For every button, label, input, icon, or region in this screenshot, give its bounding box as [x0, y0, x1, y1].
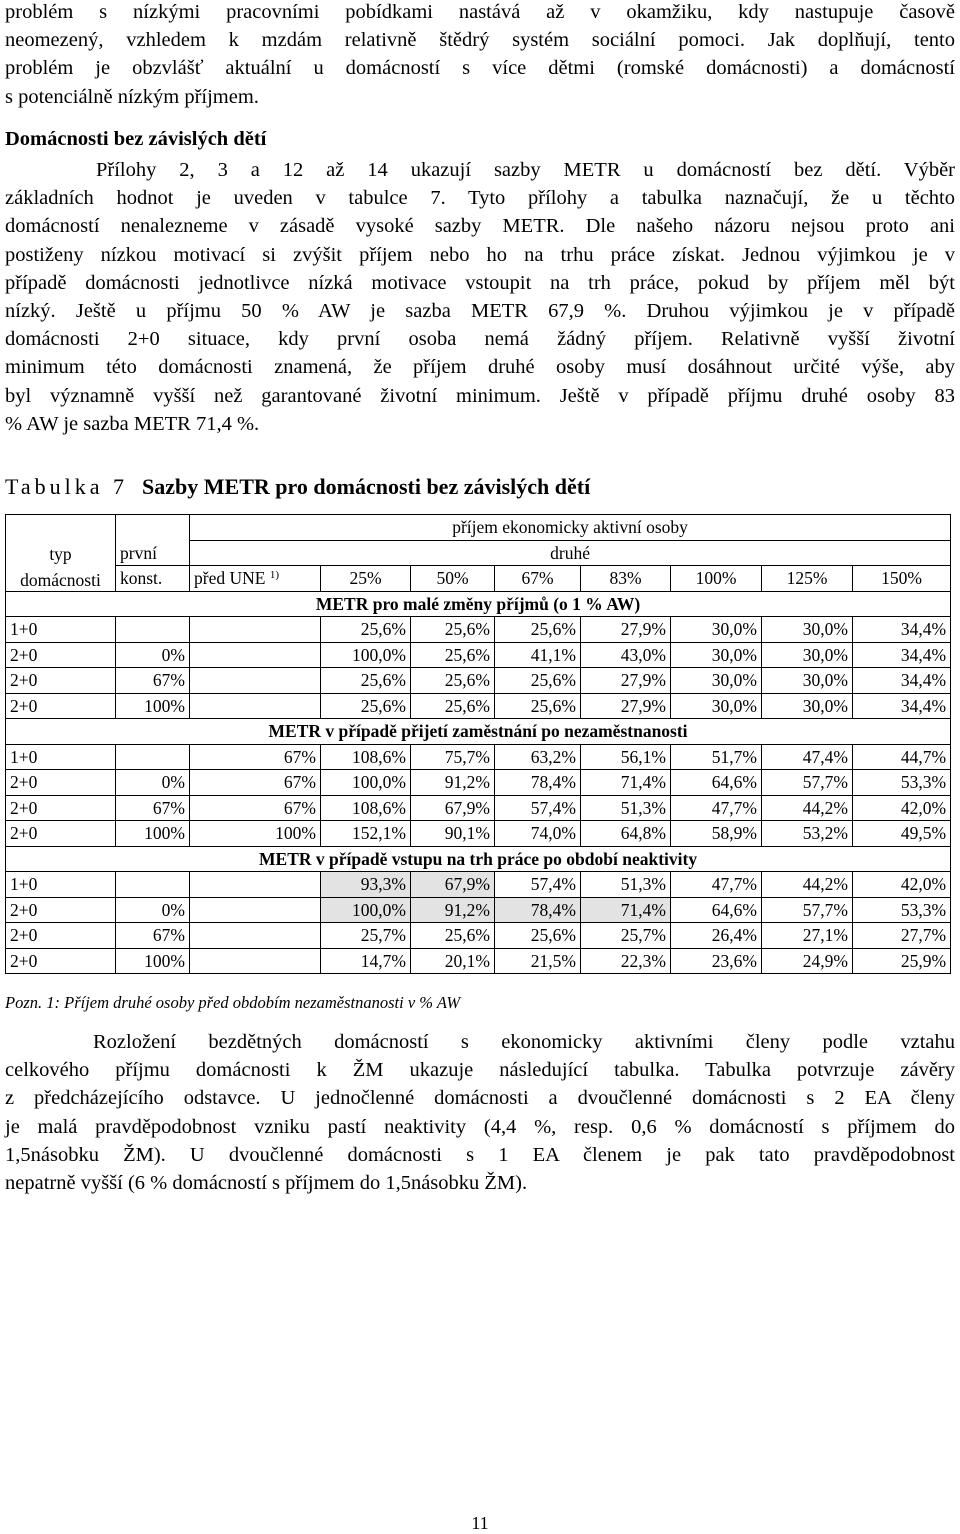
cell-value: 41,1% [495, 642, 581, 668]
table-caption [5, 474, 590, 500]
cell-value: 25,7% [321, 923, 411, 949]
cell-value: 30,0% [671, 642, 762, 668]
header-percent-col: 100% [671, 566, 762, 592]
cell-value: 53,2% [762, 821, 853, 847]
text-line: byl významně vyšší než garantované životní minimum. Ještě v případě příjmu druhé osoby 83 [5, 384, 955, 407]
blank-cell [116, 515, 190, 541]
cell-typ: 2+0 [6, 795, 116, 821]
table-note: Pozn. 1: Příjem druhé osoby před obdobím nezaměstnanosti v % AW [5, 993, 461, 1012]
text-line: případě domácnosti jednotlivce nízká motivace vstoupit na trh práce, pokud by příjem měl být [5, 271, 955, 294]
cell-pre-une [190, 948, 321, 974]
cell-value: 24,9% [762, 948, 853, 974]
text-line: celkového příjmu domácnosti k ŽM ukazuje následující tabulka. Tabulka potvrzuje závěry [5, 1059, 955, 1082]
cell-value: 78,4% [495, 770, 581, 796]
table-row [6, 923, 951, 949]
cell-value: 22,3% [581, 948, 671, 974]
cell-pre-une [190, 923, 321, 949]
cell-value: 25,6% [411, 668, 495, 694]
body-paragraph-2 [5, 1028, 955, 1197]
cell-value: 100,0% [321, 642, 411, 668]
cell-value: 44,2% [762, 795, 853, 821]
cell-value: 64,8% [581, 821, 671, 847]
cell-value: 25,6% [321, 693, 411, 719]
cell-value: 63,2% [495, 744, 581, 770]
cell-value: 25,6% [321, 617, 411, 643]
header-percent-col: 125% [762, 566, 853, 592]
cell-value: 20,1% [411, 948, 495, 974]
cell-value: 42,0% [853, 795, 951, 821]
cell-value: 47,7% [671, 872, 762, 898]
cell-pre-une [190, 617, 321, 643]
text-line: neomezený, vzhledem k mzdám relativně štědrý systém sociální pomoci. Jak doplňují, tento [5, 29, 955, 52]
cell-value: 27,1% [762, 923, 853, 949]
intro-paragraph [5, 0, 955, 111]
cell-value: 51,3% [581, 872, 671, 898]
cell-value: 43,0% [581, 642, 671, 668]
cell-first-income: 67% [116, 668, 190, 694]
cell-value: 90,1% [411, 821, 495, 847]
header-domacnosti: domácnosti [20, 569, 101, 590]
cell-value: 42,0% [853, 872, 951, 898]
cell-value: 25,6% [411, 923, 495, 949]
cell-value: 44,7% [853, 744, 951, 770]
cell-value: 23,6% [671, 948, 762, 974]
cell-value: 25,6% [411, 693, 495, 719]
cell-value: 64,6% [671, 897, 762, 923]
cell-first-income: 100% [116, 948, 190, 974]
cell-value: 30,0% [762, 642, 853, 668]
cell-value: 67,9% [411, 795, 495, 821]
cell-pre-une: 67% [190, 744, 321, 770]
cell-first-income: 0% [116, 897, 190, 923]
cell-value: 30,0% [671, 617, 762, 643]
cell-value: 30,0% [762, 693, 853, 719]
text-line: základních hodnot je uveden v tabulce 7. Tyto přílohy a tabulka naznačují, že u těchto [5, 187, 955, 210]
cell-value: 91,2% [411, 770, 495, 796]
text-line: nepatrně vyšší (6 % domácností s příjmem do 1,5násobku ŽM). [5, 1172, 528, 1195]
header-income-group: příjem ekonomicky aktivní osoby [190, 515, 951, 541]
header-typ: typ [49, 543, 72, 564]
cell-value: 108,6% [321, 795, 411, 821]
cell-value: 64,6% [671, 770, 762, 796]
cell-value: 21,5% [495, 948, 581, 974]
cell-value: 30,0% [762, 668, 853, 694]
table-row [6, 668, 951, 694]
cell-value: 14,7% [321, 948, 411, 974]
cell-value: 25,6% [321, 668, 411, 694]
cell-value: 57,4% [495, 795, 581, 821]
header-percent-col: 150% [853, 566, 951, 592]
cell-value: 25,6% [411, 617, 495, 643]
cell-typ: 2+0 [6, 642, 116, 668]
cell-value: 56,1% [581, 744, 671, 770]
section-title: METR v případě přijetí zaměstnání po nezaměstnanosti [6, 719, 951, 745]
cell-pre-une [190, 642, 321, 668]
cell-value: 47,4% [762, 744, 853, 770]
text-line: je malá pravděpodobnost vzniku pastí neaktivity (4,4 %, resp. 0,6 % domácností s příjmem do [5, 1115, 955, 1138]
cell-first-income: 0% [116, 770, 190, 796]
table-row [6, 642, 951, 668]
cell-first-income: 100% [116, 821, 190, 847]
table-row [6, 744, 951, 770]
cell-value: 67,9% [411, 872, 495, 898]
cell-typ: 2+0 [6, 770, 116, 796]
header-typ-domacnosti [6, 515, 116, 592]
cell-first-income [116, 744, 190, 770]
table-row [6, 693, 951, 719]
header-prvni: první [116, 540, 190, 566]
cell-value: 27,9% [581, 617, 671, 643]
cell-pre-une: 100% [190, 821, 321, 847]
cell-typ: 1+0 [6, 617, 116, 643]
cell-value: 25,6% [411, 642, 495, 668]
cell-pre-une [190, 897, 321, 923]
cell-value: 25,9% [853, 948, 951, 974]
table-label: Tabulka 7 [5, 474, 129, 499]
cell-value: 71,4% [581, 770, 671, 796]
cell-value: 25,6% [495, 923, 581, 949]
text-line: problém s nízkými pracovními pobídkami nastává až v okamžiku, kdy nastupuje časově [5, 1, 955, 23]
cell-value: 57,7% [762, 897, 853, 923]
cell-first-income: 67% [116, 795, 190, 821]
cell-value: 57,4% [495, 872, 581, 898]
header-pred-une-label: před UNE [194, 568, 266, 589]
table-row [6, 948, 951, 974]
cell-value: 27,7% [853, 923, 951, 949]
table-row [6, 795, 951, 821]
cell-value: 27,9% [581, 668, 671, 694]
cell-value: 34,4% [853, 668, 951, 694]
cell-value: 100,0% [321, 770, 411, 796]
cell-pre-une [190, 693, 321, 719]
text-line: minimum této domácnosti znamená, že příjem druhé osoby musí dosáhnout určité výše, aby [5, 356, 955, 379]
text-line: nízký. Ještě u příjmu 50 % AW je sazba METR 67,9 %. Druhou výjimkou je v případě [5, 300, 955, 323]
cell-value: 25,6% [495, 617, 581, 643]
cell-value: 53,3% [853, 897, 951, 923]
cell-value: 25,6% [495, 693, 581, 719]
cell-value: 51,7% [671, 744, 762, 770]
section-title: METR pro malé změny příjmů (o 1 % AW) [6, 591, 951, 617]
header-druhe: druhé [190, 540, 951, 566]
table-row [6, 872, 951, 898]
cell-value: 25,7% [581, 923, 671, 949]
cell-typ: 1+0 [6, 872, 116, 898]
text-line: domácnosti 2+0 situace, kdy první osoba nemá žádný příjem. Relativně vyšší životní [5, 328, 955, 351]
text-line: domácností nenalezneme v zásadě vysoké sazby METR. Dle našeho názoru nejsou proto ani [5, 215, 955, 238]
cell-value: 100,0% [321, 897, 411, 923]
text-line: 1,5násobku ŽM). U dvoučlenné domácnosti s 1 EA členem je pak tato pravděpodobnost [5, 1143, 955, 1166]
cell-first-income [116, 872, 190, 898]
cell-typ: 2+0 [6, 897, 116, 923]
text-line: s potenciálně nízkým příjmem. [5, 85, 259, 108]
cell-value: 30,0% [671, 693, 762, 719]
text-line: Přílohy 2, 3 a 12 až 14 ukazují sazby METR u domácností bez dětí. Výběr [96, 159, 955, 181]
cell-typ: 1+0 [6, 744, 116, 770]
cell-value: 75,7% [411, 744, 495, 770]
cell-value: 74,0% [495, 821, 581, 847]
cell-value: 93,3% [321, 872, 411, 898]
cell-value: 51,3% [581, 795, 671, 821]
table-row [6, 897, 951, 923]
header-percent-col: 67% [495, 566, 581, 592]
cell-typ: 2+0 [6, 923, 116, 949]
cell-first-income: 0% [116, 642, 190, 668]
cell-first-income: 67% [116, 923, 190, 949]
table-row [6, 821, 951, 847]
table-title: Sazby METR pro domácnosti bez závislých dětí [142, 474, 591, 499]
header-konst: konst. [116, 566, 190, 592]
cell-first-income: 100% [116, 693, 190, 719]
cell-value: 108,6% [321, 744, 411, 770]
header-pred-une [190, 566, 321, 592]
cell-value: 26,4% [671, 923, 762, 949]
cell-first-income [116, 617, 190, 643]
cell-value: 57,7% [762, 770, 853, 796]
text-line: postiženy nízkou motivací si zvýšit příjem nebo ho na trhu práce získat. Jednou výjimkou je v [5, 243, 955, 266]
cell-value: 34,4% [853, 617, 951, 643]
cell-value: 34,4% [853, 642, 951, 668]
cell-value: 34,4% [853, 693, 951, 719]
cell-pre-une [190, 668, 321, 694]
cell-value: 44,2% [762, 872, 853, 898]
table-row [6, 770, 951, 796]
cell-typ: 2+0 [6, 948, 116, 974]
section-title: METR v případě vstupu na trh práce po období neaktivity [6, 846, 951, 872]
text-line: % AW je sazba METR 71,4 %. [5, 412, 260, 435]
section-heading: Domácnosti bez závislých dětí [5, 128, 267, 150]
cell-typ: 2+0 [6, 668, 116, 694]
metr-table [5, 514, 951, 974]
body-paragraph [5, 156, 955, 438]
header-percent-col: 83% [581, 566, 671, 592]
cell-value: 53,3% [853, 770, 951, 796]
cell-value: 71,4% [581, 897, 671, 923]
footnote-marker: 1) [269, 569, 279, 582]
cell-value: 152,1% [321, 821, 411, 847]
text-line: z předcházejícího odstavce. U jednočlenné domácnosti a dvoučlenné domácnosti s 2 EA členy [5, 1087, 955, 1110]
header-percent-col: 50% [411, 566, 495, 592]
header-percent-col: 25% [321, 566, 411, 592]
cell-pre-une: 67% [190, 770, 321, 796]
cell-value: 91,2% [411, 897, 495, 923]
cell-pre-une [190, 872, 321, 898]
cell-typ: 2+0 [6, 693, 116, 719]
cell-value: 78,4% [495, 897, 581, 923]
text-line: Rozložení bezdětných domácností s ekonomicky aktivními členy podle vztahu [93, 1031, 955, 1053]
cell-pre-une: 67% [190, 795, 321, 821]
cell-value: 47,7% [671, 795, 762, 821]
cell-value: 30,0% [671, 668, 762, 694]
cell-value: 25,6% [495, 668, 581, 694]
cell-value: 27,9% [581, 693, 671, 719]
cell-typ: 2+0 [6, 821, 116, 847]
cell-value: 30,0% [762, 617, 853, 643]
cell-value: 58,9% [671, 821, 762, 847]
cell-value: 49,5% [853, 821, 951, 847]
page-number: 11 [471, 1513, 489, 1533]
text-line: problém je obzvlášť aktuální u domácností s více dětmi (romské domácnosti) a domácností [5, 57, 955, 80]
table-row [6, 617, 951, 643]
